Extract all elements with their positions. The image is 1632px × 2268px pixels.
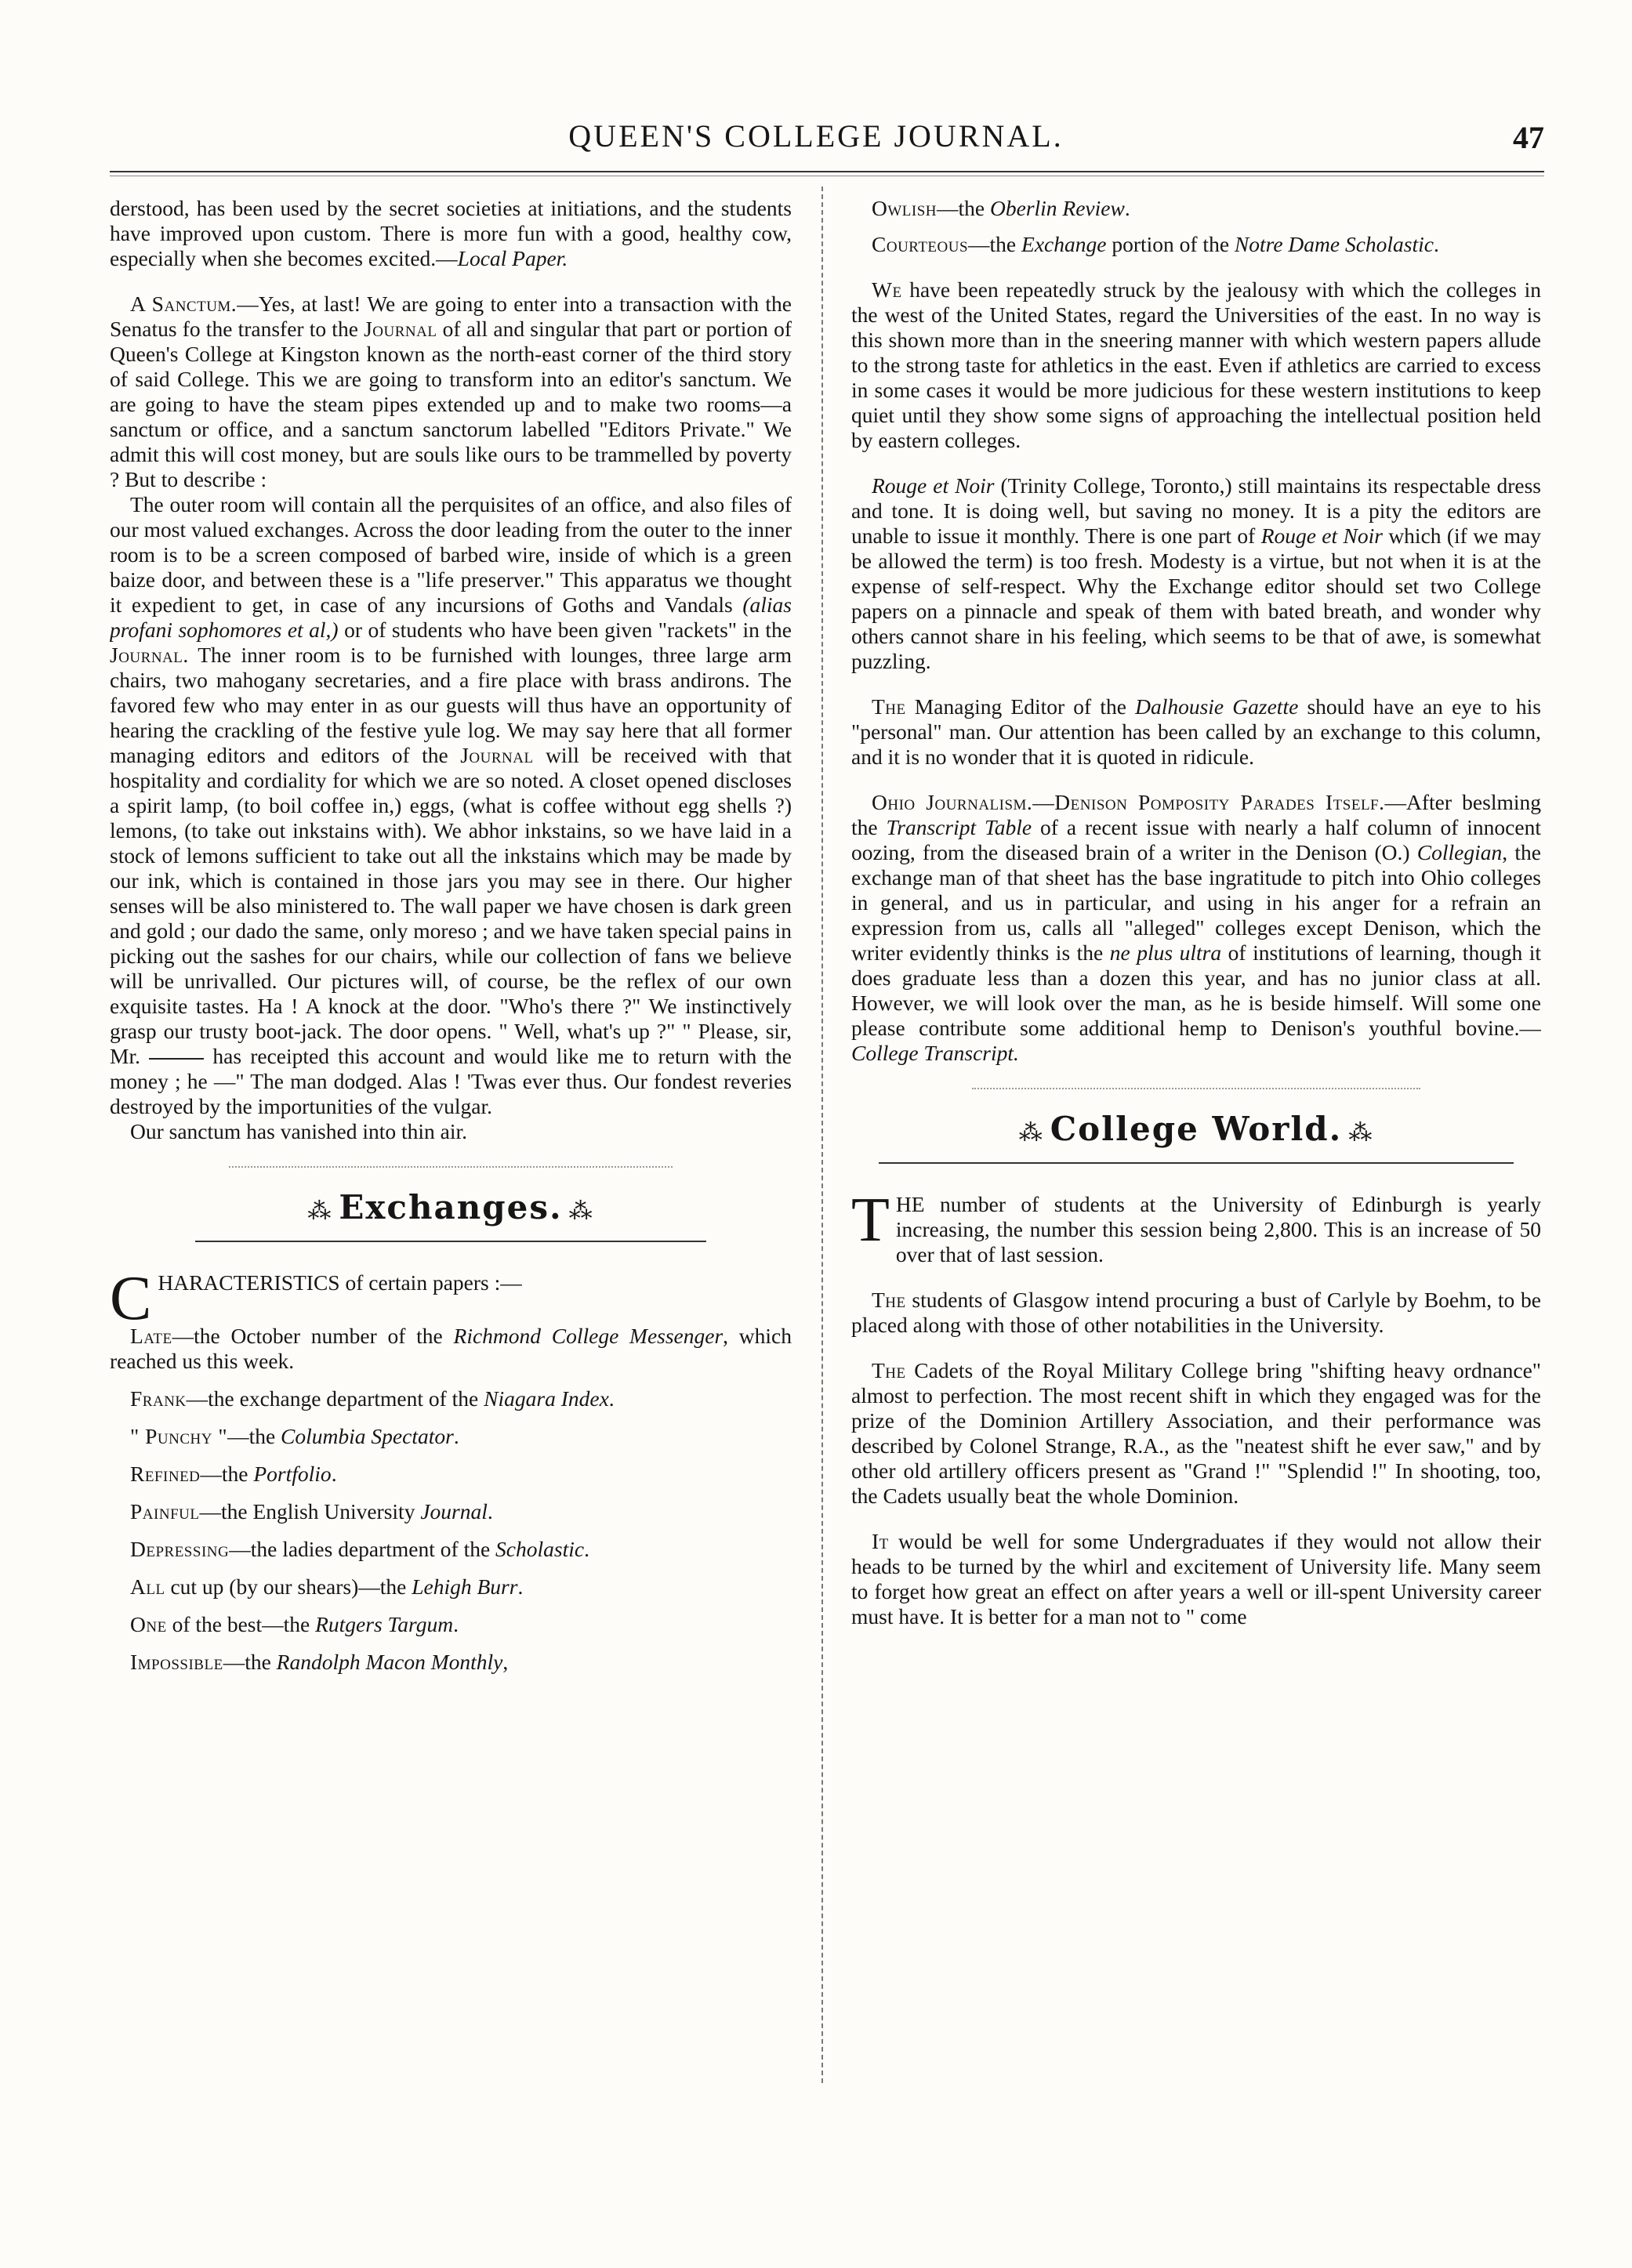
column-divider [821,187,823,2083]
characteristics-list [110,1324,792,1675]
cadets-paragraph: The Cadets of the Royal Military College bring "shifting heavy ordnance" almost to perfection. The most recent shift in which they engaged was for the prize of the Dominion Artillery Association, and their performance was described by Colonel Strange, R.A., as the "neatest shift he ever saw," and by other old artillery officers present as "Grand !" "Splendid !" In shooting, too, the Cadets usually beat the whole Dominion. [851,1358,1541,1508]
list-item: Depressing—the ladies department of the Scholastic. [130,1537,589,1561]
name-blank [149,1058,204,1060]
sanctum-paragraph: A Sanctum.—Yes, at last! We are going to enter into a transaction with the Senatus fo the transfer to the Journal of all and singular that part or portion of Queen's College at Kingston known as the north-east corner of the third story of said College. This we are going to transform into an editor's sanctum. We are going to have the steam pipes extended up and to make two rooms—a sanctum or office, and a sanctum sanctorum labelled "Editors Private." We admit this will cost money, but are souls like ours to be trammelled by poverty ? But to describe : [110,292,792,491]
page-header [0,118,1632,165]
source-local-paper: Local Paper. [457,246,568,270]
list-item: One of the best—the Rutgers Targum. [130,1612,459,1636]
characteristics-intro: CHARACTERISTICS of certain papers :— [110,1264,522,1333]
dotted-rule [972,1088,1420,1089]
ornament-right-icon: ⁂ [1348,1119,1374,1147]
list-item: All cut up (by our shears)—the Lehigh Burr. [130,1574,524,1599]
right-column [851,196,1541,2202]
header-rule [110,171,1544,172]
outer-room-paragraph: The outer room will contain all the perquisites of an office, and also files of our most valued exchanges. Across the door leading from the outer to the inner room is to be a screen composed of barbed wire, inside of which is a green baize door, and between these is a "life preserver." This apparatus we thought it expedient to get, in case of any incursions of Goths and Vandals (alias profani sophomores et al,) or of students who have been given "rackets" in the Journal. The inner room is to be furnished with lounges, three large arm chairs, two mahogany secretaries, and a fire place with brass andirons. The favored few who may enter in as our guests will thus have an opportunity of hearing the crackling of the festive yule log. We may say here that all former managing editors and editors of the Journal will be received with that hospitality and cordiality for which we are so noted. A closet opened discloses a spirit lamp, (to boil coffee in,) eggs, (what is coffee without egg shells ?) lemons, (to take out inkstains with). We abhor inkstains, so we have laid in a stock of lemons sufficient to take out all the inkstains which may be made by our ink, which is contained in those jars you may see in there. Our higher senses will be also ministered to. The wall paper we have chosen is dark green and gold ; our dado the same, only moreso ; and we have taken special pains in picking out the sashes for our chairs, while our collection of fans we believe will be unrivalled. Our pictures will, of course, be the reflex of our own exquisite tastes. Ha ! A knock at the door. "Who's there ?" We instinctively grasp our trusty boot-jack. The door opens. " Well, what's up ?" " Please, sir, Mr. has receipted this account and would like me to return with the money ; he —" The man dodged. Alas ! 'Twas ever thus. Our fondest reveries destroyed by the importunities of the vulgar. [110,492,792,1118]
exchanges-rule [195,1241,707,1242]
ohio-paragraph: Ohio Journalism.—Denison Pomposity Parades Itself.—After beslming the Transcript Table of a recent issue with nearly a half column of innocent oozing, from the diseased brain of a writer in the Denison (O.) Collegian, the exchange man of that sheet has the base ingratitude to pitch into Ohio colleges in general, and us in particular, and using in his anger for a refrain an expression from us, calls all "alleged" colleges except Denison, which the writer evidently thinks is the ne plus ultra of institutions of learning, though it does graduate less than a dozen this year, and has no junior class at all. However, we will look over the man, as he is beside himself. Will some one please contribute some additional hemp to Denison's youthful bovine.—College Transcript. [851,790,1541,1065]
left-column [110,196,792,2202]
list-item: Refined—the Portfolio. [130,1462,337,1486]
drop-cap: T [851,1186,890,1255]
vanished-paragraph: Our sanctum has vanished into thin air. [130,1119,467,1143]
ohio-headline: Ohio Journalism.—Denison Pomposity Parades Itself. [872,790,1385,814]
edinburgh-paragraph: THE number of students at the University of Edinburgh is yearly increasing, the number this session being 2,800. This is an increase of 50 over that of last session. [851,1186,1541,1266]
courteous-item: Courteous—the Exchange portion of the Notre Dame Scholastic. [872,232,1439,256]
undergraduates-paragraph: It would be well for some Undergraduates if they would not allow their heads to be turned by the whirl and excitement of University life. Many seem to forget how great an effect on after years a well or ill-spent University career must have. It is better for a man not to " come [851,1529,1541,1629]
rouge-et-noir-paragraph: Rouge et Noir (Trinity College, Toronto,) still maintains its respectable dress and tone. It is doing well, but saving no money. It is a pity the editors are unable to issue it monthly. There is one part of Rouge et Noir which (if we may be allowed the term) is too fresh. Modesty is a virtue, but not when it is at the expense of self-respect. Why the Exchange editor should set two College papers on a pinnacle and speak of them with bated breath, and wonder why others cannot share in his feeling, which seems to be that of awe, is somewhat puzzling. [851,473,1541,673]
exchanges-heading: ⁂ Exchanges. ⁂ [307,1188,594,1226]
ornament-left-icon: ⁂ [1018,1119,1044,1147]
ornament-left-icon: ⁂ [307,1197,333,1225]
list-item: Frank—the exchange department of the Niagara Index. [130,1386,615,1411]
drop-cap: C [110,1264,152,1333]
page-number: 47 [1513,120,1544,155]
glasgow-paragraph: The students of Glasgow intend procuring a bust of Carlyle by Boehm, to be placed along with those of other notabilities in the University. [851,1288,1541,1337]
running-title: QUEEN'S COLLEGE JOURNAL. [568,118,1064,154]
college-world-rule [879,1162,1514,1164]
list-item: " Punchy "—the Columbia Spectator. [130,1424,459,1448]
sanctum-lead: A Sanctum. [130,292,238,316]
cow-paragraph: derstood, has been used by the secret societies at initiations, and the students have improved upon custom. There is more fun with a good, healthy cow, especially when she becomes excited.—Local Paper. [110,196,792,270]
dotted-rule [229,1166,673,1168]
ornament-right-icon: ⁂ [568,1197,594,1225]
list-item: Late—the October number of the Richmond College Messenger, which reached us this week. [110,1324,792,1373]
list-item: Impossible—the Randolph Macon Monthly, [130,1650,509,1674]
owlish-item: Owlish—the Oberlin Review. [872,196,1130,220]
list-item: Painful—the English University Journal. [130,1499,493,1523]
dalhousie-paragraph: The Managing Editor of the Dalhousie Gazette should have an eye to his "personal" man. Our attention has been called by an exchange to this column, and it is no wonder that it is quoted in ridicule. [851,694,1541,769]
jealousy-paragraph: We have been repeatedly struck by the jealousy with which the colleges in the west of the United States, regard the Universities of the east. In no way is this shown more than in the sneering manner with which western papers allude to the strong taste for athletics in the east. Even if athletics are carried to excess in some cases it would be more judicious for these western institutions to keep quiet until they show some signs of approaching the intellectual position held by eastern colleges. [851,277,1541,452]
college-world-heading: ⁂ College World. ⁂ [1018,1110,1374,1148]
